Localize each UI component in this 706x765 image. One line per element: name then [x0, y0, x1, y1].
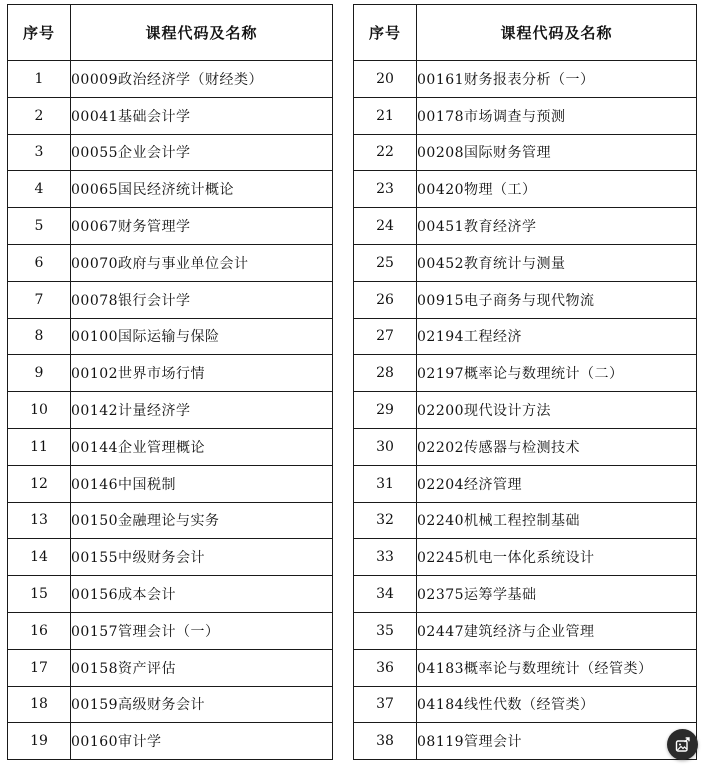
course-code-name: 00078银行会计学 [71, 281, 333, 318]
row-index: 5 [8, 208, 71, 245]
table-row [354, 428, 697, 465]
course-column-header: 课程代码及名称 [417, 5, 697, 61]
table-row [354, 539, 697, 576]
course-code-name: 00100国际运输与保险 [71, 318, 333, 355]
table-row [354, 134, 697, 171]
row-index: 21 [354, 97, 417, 134]
table-row [354, 281, 697, 318]
row-index: 22 [354, 134, 417, 171]
row-index: 27 [354, 318, 417, 355]
course-code-name: 04184线性代数（经管类） [417, 686, 697, 723]
table-row [8, 318, 333, 355]
row-index: 16 [8, 612, 71, 649]
course-code-name: 02200现代设计方法 [417, 392, 697, 429]
table-row [8, 61, 333, 98]
table-row [354, 61, 697, 98]
course-code-name: 00041基础会计学 [71, 97, 333, 134]
table-row [354, 686, 697, 723]
table-row [8, 134, 333, 171]
course-code-name: 00451教育经济学 [417, 208, 697, 245]
table-header-row [354, 5, 697, 61]
table-row [354, 171, 697, 208]
row-index: 15 [8, 576, 71, 613]
course-code-name: 02245机电一体化系统设计 [417, 539, 697, 576]
course-code-name: 00150金融理论与实务 [71, 502, 333, 539]
row-index: 33 [354, 539, 417, 576]
row-index: 7 [8, 281, 71, 318]
table-row [354, 97, 697, 134]
table-row [8, 502, 333, 539]
table-row [354, 465, 697, 502]
course-code-name: 02375运筹学基础 [417, 576, 697, 613]
course-code-name: 00055企业会计学 [71, 134, 333, 171]
course-code-name: 00146中国税制 [71, 465, 333, 502]
table-row [8, 208, 333, 245]
table-row [354, 392, 697, 429]
course-code-name: 00158资产评估 [71, 649, 333, 686]
course-code-name: 00142计量经济学 [71, 392, 333, 429]
row-index: 37 [354, 686, 417, 723]
course-code-name: 00159高级财务会计 [71, 686, 333, 723]
course-code-name: 00067财务管理学 [71, 208, 333, 245]
table-row [8, 281, 333, 318]
table-row [8, 244, 333, 281]
row-index: 26 [354, 281, 417, 318]
table-row [8, 649, 333, 686]
table-row [354, 355, 697, 392]
share-image-icon [675, 737, 691, 753]
row-index: 11 [8, 428, 71, 465]
row-index: 32 [354, 502, 417, 539]
row-index: 34 [354, 576, 417, 613]
course-code-name: 08119管理会计 [417, 723, 697, 760]
table-body-left [8, 61, 333, 760]
row-index: 4 [8, 171, 71, 208]
course-code-name: 00070政府与事业单位会计 [71, 244, 333, 281]
row-index: 38 [354, 723, 417, 760]
row-index: 9 [8, 355, 71, 392]
index-column-header: 序号 [354, 5, 417, 61]
table-body-right [354, 61, 697, 760]
course-code-name: 00915电子商务与现代物流 [417, 281, 697, 318]
row-index: 28 [354, 355, 417, 392]
course-code-name: 00420物理（工） [417, 171, 697, 208]
table-row [354, 576, 697, 613]
row-index: 31 [354, 465, 417, 502]
table-row [8, 392, 333, 429]
table-row [8, 465, 333, 502]
course-code-name: 00160审计学 [71, 723, 333, 760]
course-code-name: 00208国际财务管理 [417, 134, 697, 171]
course-code-name: 00102世界市场行情 [71, 355, 333, 392]
row-index: 20 [354, 61, 417, 98]
table-row [354, 612, 697, 649]
row-index: 6 [8, 244, 71, 281]
row-index: 25 [354, 244, 417, 281]
table-row [354, 649, 697, 686]
table-row [8, 723, 333, 760]
row-index: 12 [8, 465, 71, 502]
course-code-name: 00157管理会计（一） [71, 612, 333, 649]
share-image-button[interactable] [667, 729, 698, 760]
table-row [8, 97, 333, 134]
row-index: 23 [354, 171, 417, 208]
row-index: 8 [8, 318, 71, 355]
row-index: 10 [8, 392, 71, 429]
row-index: 36 [354, 649, 417, 686]
row-index: 30 [354, 428, 417, 465]
row-index: 19 [8, 723, 71, 760]
row-index: 13 [8, 502, 71, 539]
row-index: 18 [8, 686, 71, 723]
table-row [8, 428, 333, 465]
index-column-header: 序号 [8, 5, 71, 61]
table-header-row [8, 5, 333, 61]
course-code-name: 00178市场调查与预测 [417, 97, 697, 134]
table-row [354, 318, 697, 355]
table-row [8, 171, 333, 208]
course-code-name: 02447建筑经济与企业管理 [417, 612, 697, 649]
course-code-name: 00161财务报表分析（一） [417, 61, 697, 98]
course-code-name: 04183概率论与数理统计（经管类） [417, 649, 697, 686]
row-index: 1 [8, 61, 71, 98]
table-row [8, 576, 333, 613]
row-index: 17 [8, 649, 71, 686]
row-index: 35 [354, 612, 417, 649]
table-row [354, 208, 697, 245]
row-index: 14 [8, 539, 71, 576]
course-column-header: 课程代码及名称 [71, 5, 333, 61]
table-row [354, 502, 697, 539]
table-row [8, 355, 333, 392]
course-code-name: 00156成本会计 [71, 576, 333, 613]
course-code-name: 00452教育统计与测量 [417, 244, 697, 281]
course-code-name: 00155中级财务会计 [71, 539, 333, 576]
course-code-name: 00144企业管理概论 [71, 428, 333, 465]
course-code-name: 02197概率论与数理统计（二） [417, 355, 697, 392]
table-row [354, 244, 697, 281]
course-code-name: 02202传感器与检测技术 [417, 428, 697, 465]
course-code-name: 02194工程经济 [417, 318, 697, 355]
table-row [8, 539, 333, 576]
course-code-name: 00065国民经济统计概论 [71, 171, 333, 208]
course-table-right [353, 4, 697, 760]
row-index: 2 [8, 97, 71, 134]
course-code-name: 00009政治经济学（财经类） [71, 61, 333, 98]
row-index: 24 [354, 208, 417, 245]
table-row [8, 686, 333, 723]
course-code-name: 02240机械工程控制基础 [417, 502, 697, 539]
table-row [354, 723, 697, 760]
row-index: 3 [8, 134, 71, 171]
table-row [8, 612, 333, 649]
course-table-left [7, 4, 333, 760]
course-code-name: 02204经济管理 [417, 465, 697, 502]
row-index: 29 [354, 392, 417, 429]
